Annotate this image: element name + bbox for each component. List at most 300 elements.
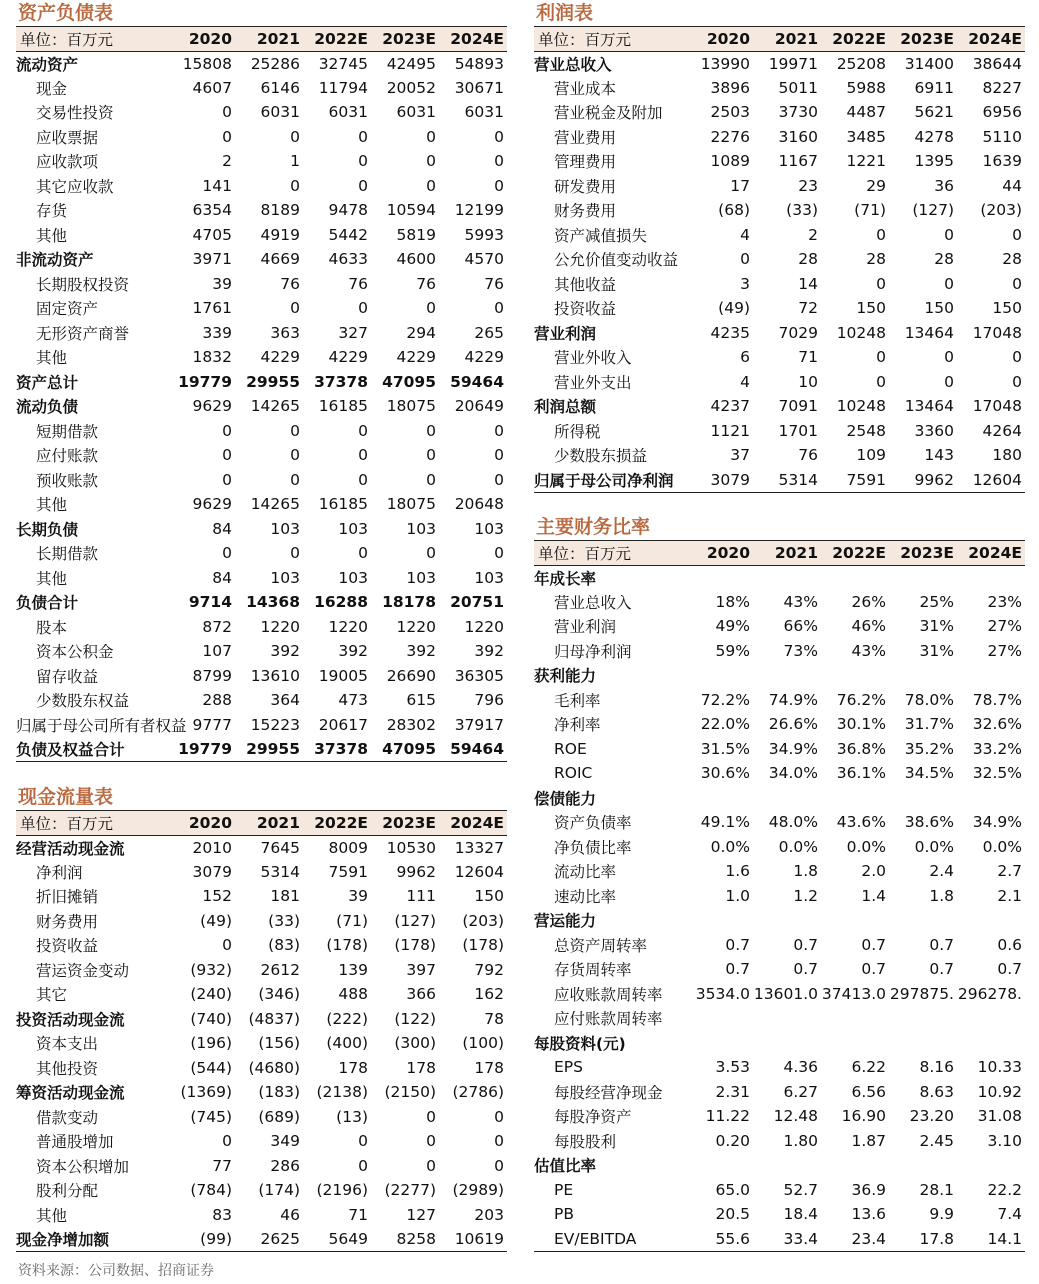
- row-label: 资产减值损失: [554, 226, 648, 245]
- row-value: 0: [290, 544, 300, 563]
- table-row: [16, 958, 507, 983]
- table-header-row: [534, 541, 1025, 566]
- row-value: 28: [934, 250, 954, 269]
- row-value: 23: [798, 176, 818, 195]
- row-label: 普通股增加: [36, 1133, 114, 1152]
- row-value: 0: [1012, 372, 1022, 391]
- row-value: 5110: [982, 127, 1022, 146]
- table-row: [534, 614, 1025, 639]
- row-value: 4229: [464, 348, 504, 367]
- row-value: 615: [406, 691, 436, 710]
- row-value: 26690: [386, 666, 436, 685]
- row-value: 66%: [783, 617, 818, 636]
- year-header: 2022E: [821, 27, 889, 52]
- row-value: 29955: [235, 737, 303, 762]
- row-value: 203: [474, 1205, 504, 1224]
- table-row: [534, 1080, 1025, 1105]
- table-row: [534, 1055, 1025, 1080]
- row-value: (196): [190, 1034, 232, 1053]
- row-value: 4278: [914, 127, 954, 146]
- row-value: 37: [730, 446, 750, 465]
- table-row: [534, 590, 1025, 615]
- row-value: 17048: [972, 397, 1022, 416]
- row-value: 4600: [396, 250, 436, 269]
- row-value: 1221: [846, 152, 886, 171]
- row-label: 应收款项: [36, 153, 99, 172]
- year-header: 2024E: [439, 27, 507, 52]
- row-value: 0: [222, 127, 232, 146]
- row-value: 0.7: [725, 960, 750, 979]
- row-value: 25286: [250, 54, 300, 73]
- table-row: [16, 1227, 507, 1252]
- row-value: 0: [1012, 348, 1022, 367]
- table-row: [534, 957, 1025, 982]
- row-value: 0: [358, 544, 368, 563]
- row-label: 管理费用: [554, 153, 617, 172]
- row-value: 0: [944, 274, 954, 293]
- row-value: 49.1%: [700, 813, 750, 832]
- row-value: 6354: [192, 201, 232, 220]
- row-value: 0: [290, 446, 300, 465]
- row-value: 14.1: [957, 1227, 1025, 1252]
- row-value: 0: [876, 225, 886, 244]
- table-row: [534, 370, 1025, 395]
- row-label: 营业费用: [554, 128, 617, 147]
- row-value: 0.7: [929, 935, 954, 954]
- row-value: 28: [866, 250, 886, 269]
- row-value: 9478: [328, 201, 368, 220]
- row-value: 6031: [260, 103, 300, 122]
- row-label: 归母净利润: [554, 642, 632, 661]
- table-row: [16, 174, 507, 199]
- row-value: 10.33: [977, 1058, 1022, 1077]
- row-value: 7.4: [997, 1205, 1022, 1224]
- row-label: 营业利润: [554, 618, 617, 637]
- row-label: 交易性投资: [36, 104, 114, 123]
- row-value: 12604: [454, 862, 504, 881]
- row-value: 3.53: [715, 1058, 750, 1077]
- row-value: 37378: [303, 737, 371, 762]
- row-label: 非流动资产: [16, 251, 94, 270]
- row-value: 178: [406, 1058, 436, 1077]
- row-value: (71): [854, 201, 886, 220]
- row-value: 26.6%: [768, 715, 818, 734]
- row-value: 4487: [846, 103, 886, 122]
- row-value: 1220: [260, 617, 300, 636]
- row-value: 0.6: [997, 935, 1022, 954]
- row-value: (2786): [452, 1083, 504, 1102]
- row-value: 10248: [836, 323, 886, 342]
- row-label: 现金净增加额: [16, 1227, 167, 1252]
- row-value: 42495: [386, 54, 436, 73]
- row-value: (100): [462, 1034, 504, 1053]
- row-value: 294: [406, 323, 436, 342]
- table-row: [16, 713, 507, 738]
- row-value: 2: [222, 152, 232, 171]
- table-row: [16, 1203, 507, 1228]
- row-value: 4235: [710, 323, 750, 342]
- row-value: [685, 1031, 753, 1056]
- row-value: 4237: [710, 397, 750, 416]
- row-value: 71: [798, 348, 818, 367]
- row-value: 43%: [851, 641, 886, 660]
- row-value: 19779: [167, 737, 235, 762]
- row-value: 9.9: [929, 1205, 954, 1224]
- row-label: 营业外收入: [554, 349, 632, 368]
- row-value: 0: [426, 127, 436, 146]
- row-value: 10: [798, 372, 818, 391]
- row-value: 392: [406, 642, 436, 661]
- row-value: 22.2: [987, 1180, 1022, 1199]
- table-row: [534, 1202, 1025, 1227]
- row-value: [889, 663, 957, 688]
- row-value: 14265: [250, 495, 300, 514]
- balance-sheet-panel: [16, 0, 507, 762]
- row-value: 28.1: [919, 1180, 954, 1199]
- row-label: 存货周转率: [554, 961, 632, 980]
- table-row: [16, 100, 507, 125]
- row-value: 30.6%: [700, 764, 750, 783]
- table-row: [16, 1080, 507, 1105]
- row-value: 0: [426, 299, 436, 318]
- row-label: 资本公积金: [36, 643, 114, 662]
- row-value: 34.5%: [904, 764, 954, 783]
- row-value: 72.2%: [700, 690, 750, 709]
- row-value: 1832: [192, 348, 232, 367]
- table-row: [534, 1104, 1025, 1129]
- row-value: 2503: [710, 103, 750, 122]
- row-value: 37378: [314, 372, 368, 391]
- row-value: 1.80: [783, 1131, 818, 1150]
- table-row: [534, 786, 1025, 811]
- table-row: [16, 566, 507, 591]
- row-label: 存货: [36, 202, 68, 221]
- row-value: 74.9%: [768, 690, 818, 709]
- row-value: 339: [202, 323, 232, 342]
- row-value: 18%: [715, 592, 750, 611]
- row-value: 19005: [318, 666, 368, 685]
- row-label: 年成长率: [534, 569, 597, 588]
- row-label: 负债及权益合计: [16, 737, 167, 762]
- year-header: 2021: [753, 27, 821, 52]
- row-value: 0: [426, 544, 436, 563]
- row-value: 162: [474, 985, 504, 1004]
- row-value: 4607: [192, 78, 232, 97]
- row-value: 14368: [246, 593, 300, 612]
- row-value: 46%: [851, 617, 886, 636]
- row-value: 0.7: [997, 960, 1022, 979]
- row-value: 286: [270, 1156, 300, 1175]
- row-label: 营业税金及附加: [554, 104, 663, 123]
- row-label: 股利分配: [36, 1182, 99, 1201]
- row-value: 1639: [982, 152, 1022, 171]
- row-label: 其他: [36, 226, 68, 245]
- row-value: 2612: [260, 960, 300, 979]
- row-value: 2.45: [919, 1131, 954, 1150]
- row-value: 3360: [914, 421, 954, 440]
- year-header: 2020: [685, 541, 753, 566]
- row-value: 0: [358, 1132, 368, 1151]
- row-value: 0: [222, 446, 232, 465]
- row-label: 股本: [36, 618, 68, 637]
- row-value: (127): [394, 911, 436, 930]
- row-value: (122): [394, 1009, 436, 1028]
- row-value: 4.36: [783, 1058, 818, 1077]
- row-value: 6: [740, 348, 750, 367]
- row-label: 净负债比率: [554, 838, 632, 857]
- row-label: 其它: [36, 986, 68, 1005]
- table-row: [16, 419, 507, 444]
- row-value: 0: [494, 1132, 504, 1151]
- row-label: 其他收益: [554, 275, 617, 294]
- row-value: 0: [494, 421, 504, 440]
- row-value: 0: [494, 127, 504, 146]
- row-label: 留存收益: [36, 667, 99, 686]
- row-value: 0: [494, 176, 504, 195]
- row-value: 366: [406, 985, 436, 1004]
- row-label: ROE: [554, 739, 587, 758]
- row-label: 估值比率: [534, 1157, 597, 1176]
- row-value: (83): [268, 936, 300, 955]
- row-label: 净利率: [554, 716, 601, 735]
- row-value: [957, 1031, 1025, 1056]
- row-value: 0: [290, 176, 300, 195]
- table-row: [534, 76, 1025, 101]
- table-row: [16, 223, 507, 248]
- row-value: (400): [326, 1034, 368, 1053]
- row-value: (2277): [384, 1181, 436, 1200]
- row-label: 其他投资: [36, 1059, 99, 1078]
- row-value: 11794: [318, 78, 368, 97]
- table-header-row: [16, 27, 507, 52]
- row-value: 0.7: [929, 960, 954, 979]
- row-value: 76: [280, 274, 300, 293]
- row-value: 10619: [439, 1227, 507, 1252]
- row-value: 288: [202, 691, 232, 710]
- row-value: 0: [494, 152, 504, 171]
- row-value: [889, 786, 957, 811]
- row-value: 8227: [982, 78, 1022, 97]
- row-label: 每股经营净现金: [554, 1083, 663, 1102]
- row-label: 速动比率: [554, 887, 617, 906]
- row-value: 36.9: [851, 1180, 886, 1199]
- row-value: 0.0%: [778, 837, 818, 856]
- row-value: 2010: [192, 838, 232, 857]
- table-row: [534, 345, 1025, 370]
- table-row: [534, 639, 1025, 664]
- row-value: 0: [426, 470, 436, 489]
- row-value: 0: [426, 1156, 436, 1175]
- row-label: 无形资产商誉: [36, 324, 130, 343]
- row-value: 39: [348, 887, 368, 906]
- row-value: 2: [808, 225, 818, 244]
- row-label: 长期负债: [16, 520, 79, 539]
- row-value: [753, 1153, 821, 1178]
- row-value: 47095: [382, 372, 436, 391]
- table-row: [16, 737, 507, 762]
- row-value: 34.9%: [972, 813, 1022, 832]
- row-value: (183): [258, 1083, 300, 1102]
- row-value: [957, 565, 1025, 590]
- unit-label: 单位：百万元: [534, 541, 685, 566]
- row-value: 0: [1012, 274, 1022, 293]
- row-value: 9629: [192, 397, 232, 416]
- table-row: [16, 247, 507, 272]
- row-value: 28: [1002, 250, 1022, 269]
- table-row: [16, 1129, 507, 1154]
- row-value: 9962: [396, 862, 436, 881]
- income-statement-panel: [534, 0, 1025, 493]
- row-label: 短期借款: [36, 422, 99, 441]
- unit-label: 单位：百万元: [534, 27, 685, 52]
- table-row: [534, 174, 1025, 199]
- row-label: 少数股东权益: [36, 692, 130, 711]
- row-value: (127): [912, 201, 954, 220]
- row-value: 5314: [260, 862, 300, 881]
- row-value: 13464: [904, 323, 954, 342]
- table-row: [534, 1129, 1025, 1154]
- row-value: 296278.: [957, 984, 1022, 1003]
- row-value: 76: [798, 446, 818, 465]
- row-label: 长期股权投资: [36, 275, 130, 294]
- row-value: 5819: [396, 225, 436, 244]
- row-value: 9962: [889, 468, 957, 493]
- row-value: 0: [222, 470, 232, 489]
- row-value: (4680): [248, 1058, 300, 1077]
- row-value: 6.22: [851, 1058, 886, 1077]
- row-value: [685, 663, 753, 688]
- table-row: [534, 859, 1025, 884]
- row-label: 折旧摊销: [36, 888, 99, 907]
- cash-flow-title: 现金流量表: [18, 786, 114, 808]
- row-value: [685, 565, 753, 590]
- row-value: 78.7%: [972, 690, 1022, 709]
- row-value: (2196): [316, 1181, 368, 1200]
- row-value: 4570: [464, 250, 504, 269]
- row-value: 31400: [904, 54, 954, 73]
- table-row: [16, 982, 507, 1007]
- row-label: 资本公积增加: [36, 1157, 130, 1176]
- row-value: 18075: [386, 397, 436, 416]
- row-value: 16288: [314, 593, 368, 612]
- row-value: [753, 1006, 821, 1031]
- row-value: 1.87: [851, 1131, 886, 1150]
- row-value: 1089: [710, 152, 750, 171]
- row-value: 180: [992, 446, 1022, 465]
- row-value: 3730: [778, 103, 818, 122]
- row-value: 44: [1002, 176, 1022, 195]
- table-row: [534, 247, 1025, 272]
- row-value: 78.0%: [904, 690, 954, 709]
- row-value: 13327: [454, 838, 504, 857]
- row-value: 178: [474, 1058, 504, 1077]
- table-row: [16, 125, 507, 150]
- row-value: (178): [462, 936, 504, 955]
- row-value: 0: [290, 421, 300, 440]
- row-value: [685, 1153, 753, 1178]
- row-value: (13): [336, 1107, 368, 1126]
- row-value: (203): [980, 201, 1022, 220]
- row-label: 研发费用: [554, 177, 617, 196]
- row-value: 0: [358, 176, 368, 195]
- row-value: 20649: [454, 397, 504, 416]
- table-row: [534, 1227, 1025, 1252]
- row-value: 7591: [821, 468, 889, 493]
- row-value: (99): [167, 1227, 235, 1252]
- row-label: 长期借款: [36, 545, 99, 564]
- row-value: 38.6%: [904, 813, 954, 832]
- row-value: 65.0: [715, 1180, 750, 1199]
- row-value: 792: [474, 960, 504, 979]
- row-value: (544): [190, 1058, 232, 1077]
- row-value: 0: [740, 250, 750, 269]
- row-value: 14: [798, 274, 818, 293]
- row-value: 33.4: [753, 1227, 821, 1252]
- row-value: 0.7: [793, 935, 818, 954]
- row-value: 48.0%: [768, 813, 818, 832]
- row-value: 13610: [250, 666, 300, 685]
- row-value: 31.08: [977, 1107, 1022, 1126]
- row-value: (4837): [248, 1009, 300, 1028]
- row-value: 1395: [914, 152, 954, 171]
- row-value: 3534.0: [695, 984, 750, 1003]
- table-row: [534, 51, 1025, 76]
- table-row: [16, 909, 507, 934]
- row-label: 利润总额: [534, 398, 597, 417]
- row-value: 7029: [778, 323, 818, 342]
- row-value: 1.2: [793, 886, 818, 905]
- row-value: 0: [494, 544, 504, 563]
- row-value: 28302: [386, 715, 436, 734]
- row-value: 0: [494, 470, 504, 489]
- row-value: 23.4: [821, 1227, 889, 1252]
- row-value: 0.0%: [914, 837, 954, 856]
- table-row: [534, 1178, 1025, 1203]
- row-label: 营业总收入: [554, 593, 632, 612]
- row-label: 营运资金变动: [36, 961, 130, 980]
- row-value: 1220: [396, 617, 436, 636]
- row-value: 796: [474, 691, 504, 710]
- row-value: [821, 565, 889, 590]
- row-value: 0.7: [725, 935, 750, 954]
- table-row: [16, 370, 507, 395]
- row-label: EPS: [554, 1058, 583, 1077]
- table-row: [16, 321, 507, 346]
- row-value: 0: [290, 470, 300, 489]
- row-value: (932): [190, 960, 232, 979]
- row-value: 4669: [260, 250, 300, 269]
- table-row: [534, 468, 1025, 493]
- row-value: 34.0%: [768, 764, 818, 783]
- table-row: [534, 663, 1025, 688]
- row-value: 78: [484, 1009, 504, 1028]
- row-value: 30.1%: [836, 715, 886, 734]
- row-value: 5621: [914, 103, 954, 122]
- row-value: 4229: [260, 348, 300, 367]
- row-value: 0.0%: [846, 837, 886, 856]
- row-value: 0: [290, 299, 300, 318]
- row-value: 34.9%: [768, 739, 818, 758]
- row-label: 净利润: [36, 863, 83, 882]
- row-label: 负债合计: [16, 594, 79, 613]
- row-value: 23%: [987, 592, 1022, 611]
- row-value: 1701: [778, 421, 818, 440]
- row-value: 4919: [260, 225, 300, 244]
- row-value: 3160: [778, 127, 818, 146]
- row-label: 资产负债率: [554, 814, 632, 833]
- row-value: 0: [222, 103, 232, 122]
- table-row: [16, 1154, 507, 1179]
